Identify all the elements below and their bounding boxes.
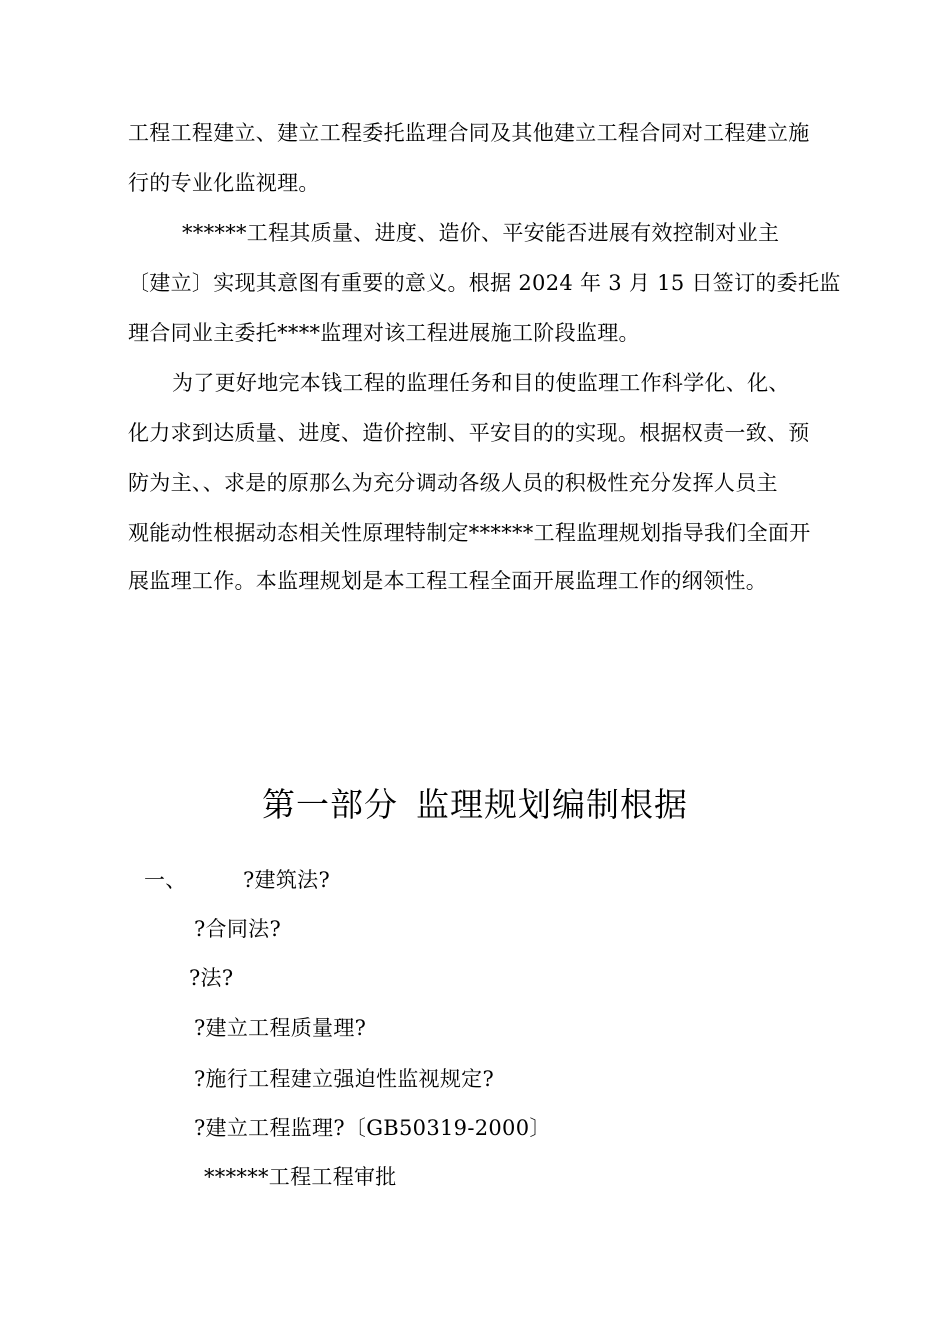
- list-item-1: ?建筑法?: [243, 868, 331, 892]
- list-item-5: ?施行工程建立强迫性监视规定?: [194, 1067, 495, 1091]
- list-item-2: ?合同法?: [194, 917, 282, 941]
- intro-line-3: ******工程其质量、进度、造价、平安能否进展有效控制对业主: [182, 221, 780, 245]
- intro-line-9: 观能动性根据动态相关性原理特制定******工程监理规划指导我们全面开: [128, 521, 811, 545]
- list-item-6: ?建立工程监理?〔GB50319-2000〕: [194, 1116, 551, 1140]
- section-heading: [0, 783, 950, 827]
- intro-line-1: 工程工程建立、建立工程委托监理合同及其他建立工程合同对工程建立施: [128, 121, 810, 145]
- intro-line-7: 化力求到达质量、进度、造价控制、平安目的的实现。根据权责一致、预: [128, 421, 810, 445]
- list-item-4: ?建立工程质量理?: [194, 1016, 367, 1040]
- intro-line-10: 展监理工作。本监理规划是本工程工程全面开展监理工作的纲领性。: [128, 569, 767, 593]
- section-heading-part: 第一部分: [262, 785, 398, 824]
- list-item-7: ******工程工程审批: [204, 1165, 397, 1189]
- list-number: 一、: [144, 868, 187, 892]
- intro-line-8: 防为主、、求是的原那么为充分调动各级人员的积极性充分发挥人员主: [128, 471, 778, 495]
- intro-line-5: 理合同业主委托****监理对该工程进展施工阶段监理。: [128, 321, 640, 345]
- intro-line-2: 行的专业化监视理。: [128, 171, 320, 195]
- list-item-3: ?法?: [189, 966, 234, 990]
- intro-line-4: 〔建立〕实现其意图有重要的意义。根据 2024 年 3 月 15 日签订的委托监: [128, 271, 841, 295]
- intro-line-6: 为了更好地完本钱工程的监理任务和目的使监理工作科学化、化、: [172, 371, 790, 395]
- section-heading-text: 监理规划编制根据: [416, 785, 688, 824]
